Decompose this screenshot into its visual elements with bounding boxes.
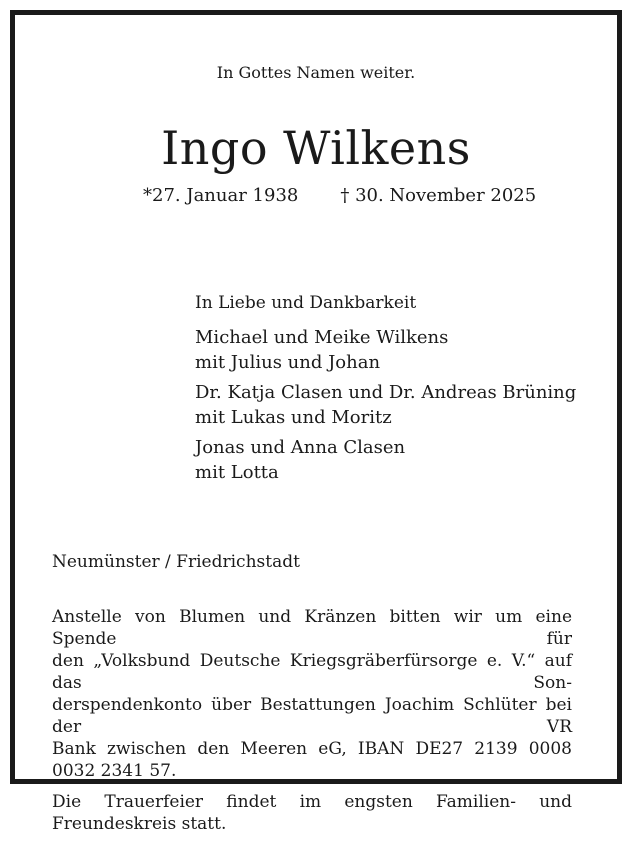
mourners-intro: In Liebe und Dankbarkeit [195, 293, 417, 313]
mourner-group [195, 325, 576, 375]
death-date: † 30. November 2025 [340, 185, 537, 206]
donation-text [52, 606, 572, 782]
mourner-line: Michael und Meike Wilkens [195, 327, 449, 348]
mourner-group [195, 435, 576, 485]
donation-line: derspendenkonto über Bestattungen Joachim Schlüter bei der VR [52, 695, 572, 737]
mourner-line: Jonas und Anna Clasen [195, 437, 406, 458]
funeral-text: Die Trauerfeier findet im engsten Familien- und Freundeskreis statt. [52, 792, 572, 834]
mourner-line: mit Julius und Johan [195, 352, 381, 373]
donation-notice [52, 606, 572, 844]
mourner-group [195, 380, 576, 430]
obituary-frame [10, 10, 622, 834]
mourner-line: mit Lotta [195, 462, 279, 483]
donation-line: Anstelle von Blumen und Kränzen bitten wir um eine Spende für [52, 607, 572, 649]
place: Neumünster / Friedrichstadt [52, 552, 300, 572]
donation-line: Bank zwischen den Meeren eG, IBAN DE27 2139 0008 0032 2341 57. [52, 739, 572, 781]
mourners-block [195, 291, 576, 490]
motto: In Gottes Namen weiter. [216, 63, 416, 82]
donation-line: den „Volksbund Deutsche Kriegsgräberfürsorge e. V.“ auf das Son- [52, 651, 572, 693]
mourner-line: Dr. Katja Clasen und Dr. Andreas Brüning [195, 382, 577, 403]
life-dates [143, 185, 536, 206]
birth-date: *27. Januar 1938 [143, 185, 299, 206]
mourner-line: mit Lukas und Moritz [195, 407, 392, 428]
deceased-name: Ingo Wilkens [161, 121, 471, 175]
